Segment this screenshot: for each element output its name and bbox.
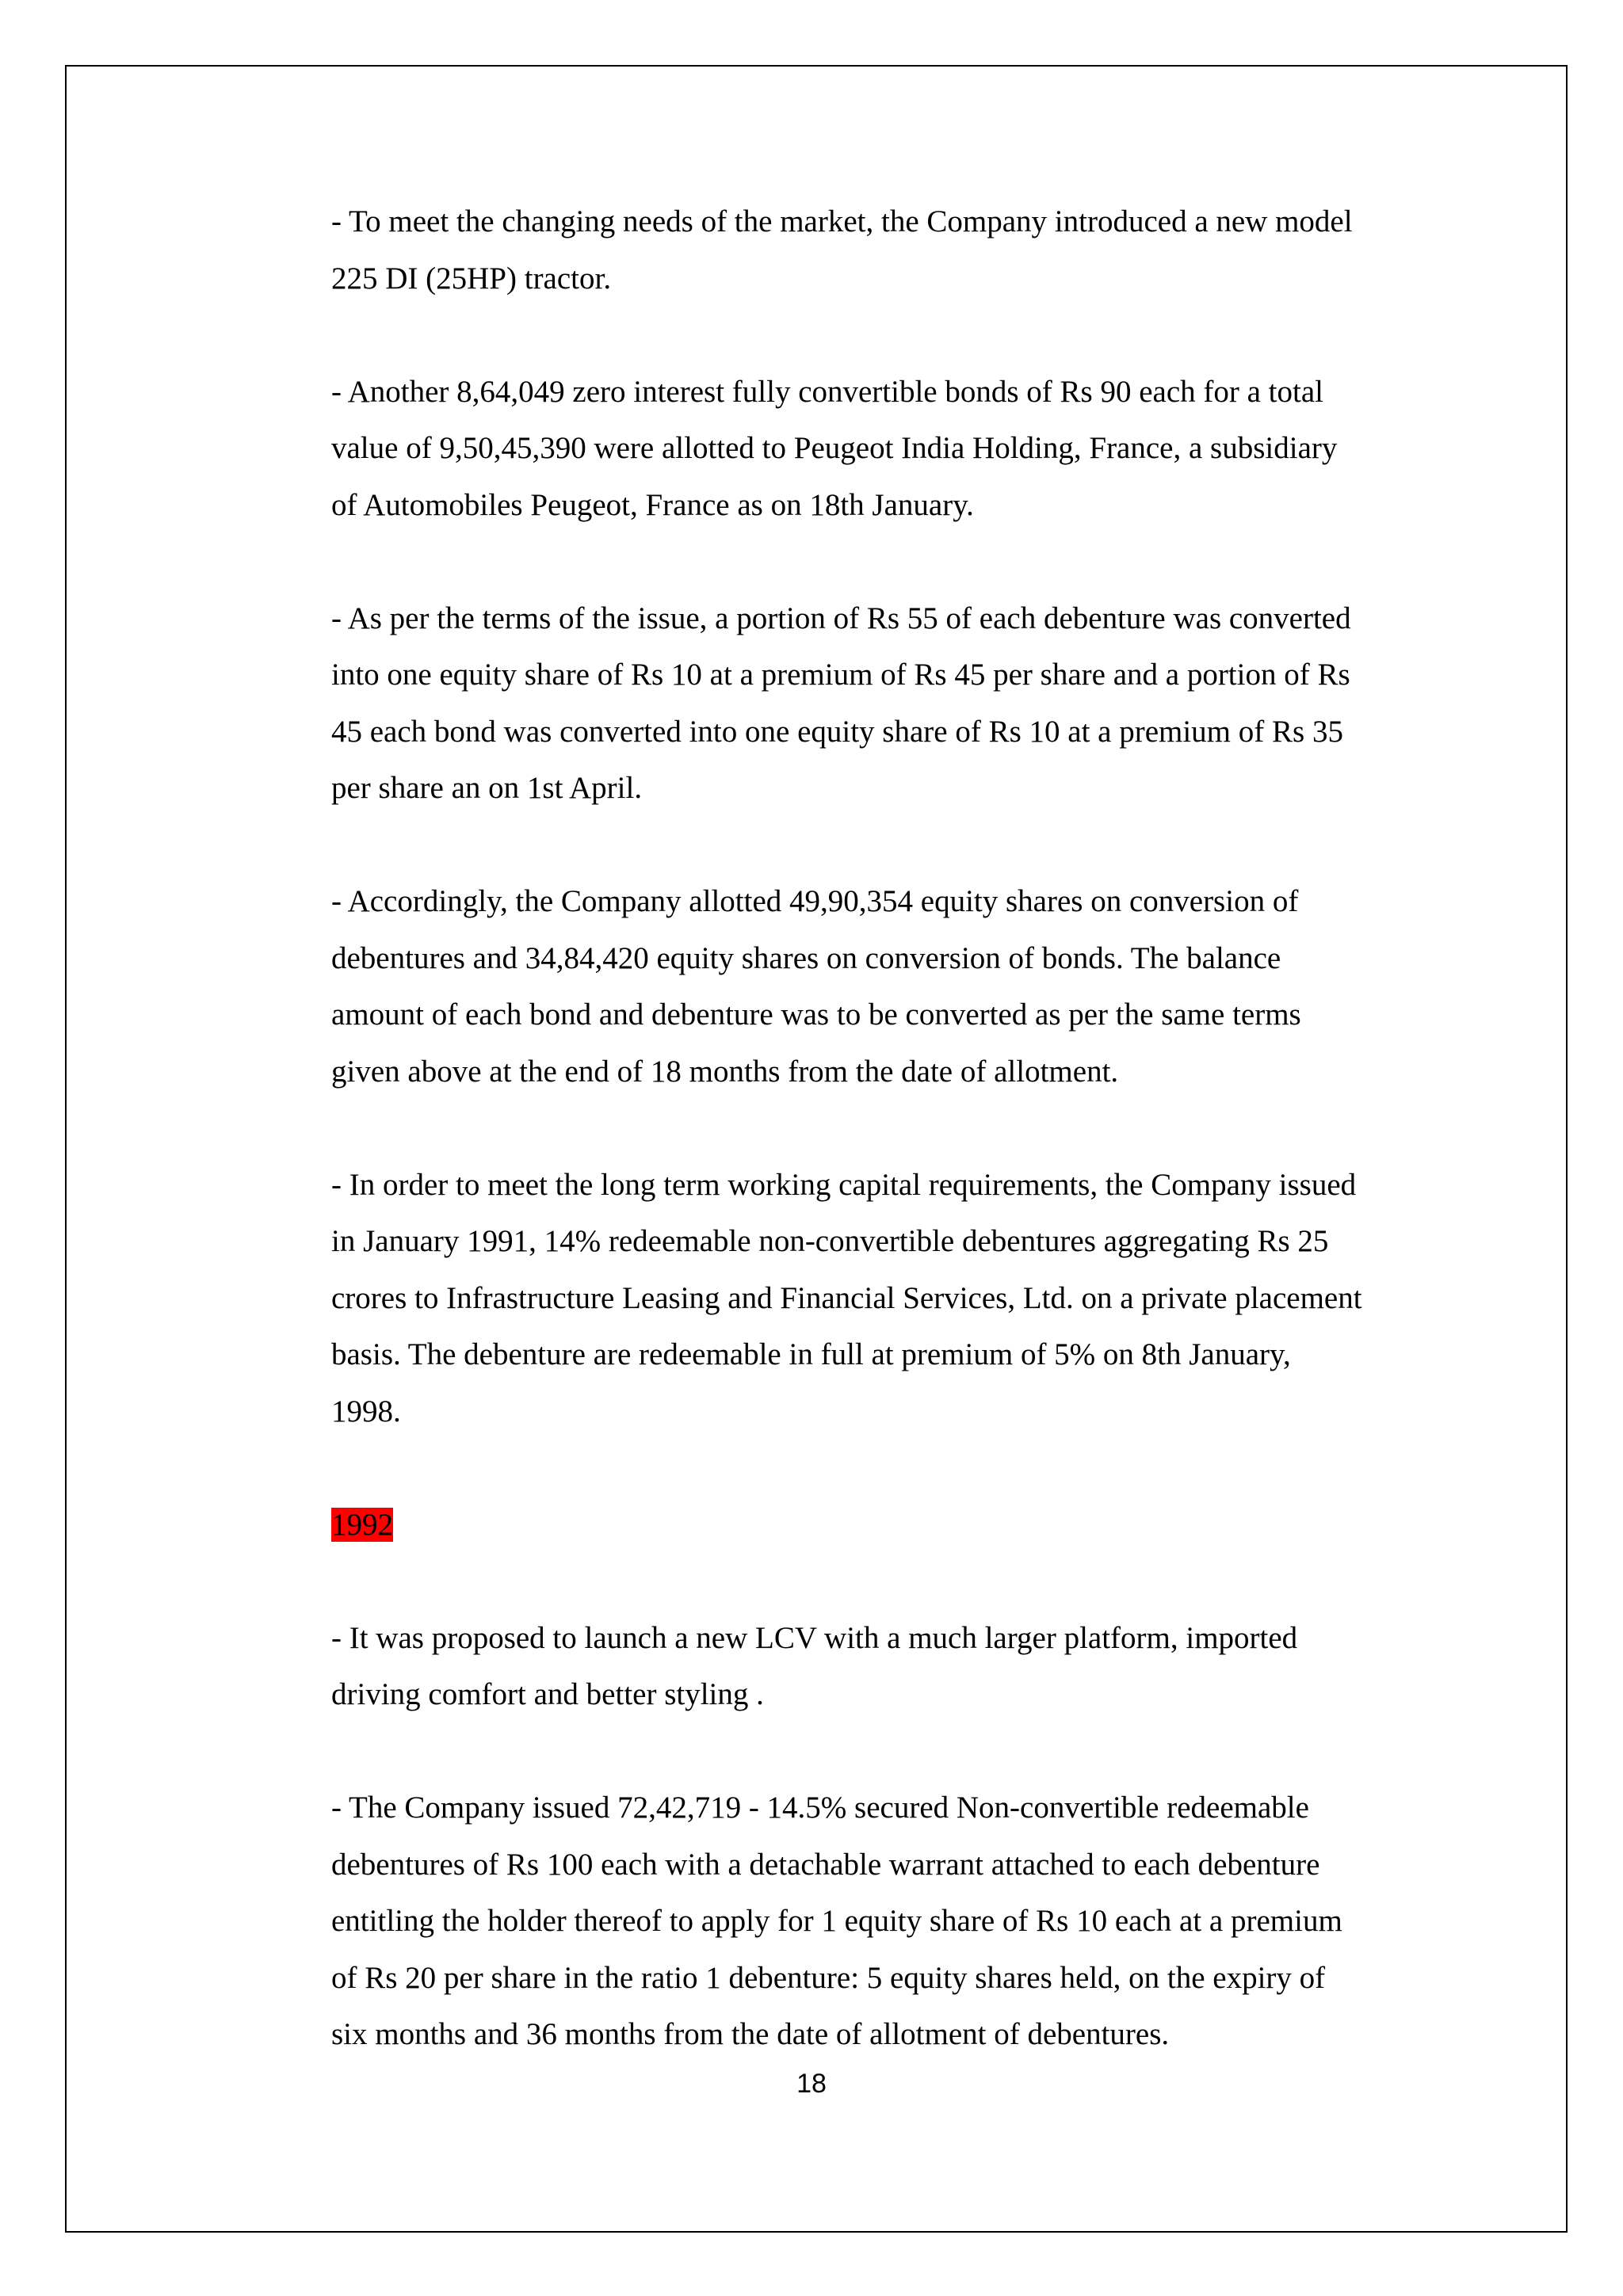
text-line: 1998.	[331, 1394, 401, 1428]
year-heading-text: 1992	[331, 1507, 393, 1542]
text-line: 45 each bond was converted into one equity share of Rs 10 at a premium of Rs 35	[331, 714, 1343, 749]
text-line: entitling the holder thereof to apply for 1 equity share of Rs 10 each at a premium	[331, 1904, 1342, 1938]
text-line: - In order to meet the long term working capital requirements, the Company issued	[331, 1167, 1357, 1202]
text-line: - It was proposed to launch a new LCV with a much larger platform, imported	[331, 1620, 1298, 1655]
section-1991-entries	[331, 193, 1441, 1440]
text-line: of Rs 20 per share in the ratio 1 debenture: 5 equity shares held, on the expiry of	[331, 1960, 1326, 1995]
text-line: crores to Infrastructure Leasing and Financial Services, Ltd. on a private placement	[331, 1280, 1362, 1315]
text-line: value of 9,50,45,390 were allotted to Peugeot India Holding, France, a subsidiary	[331, 431, 1338, 465]
text-line: per share an on 1st April.	[331, 771, 643, 805]
document-body	[331, 193, 1441, 2119]
text-line: into one equity share of Rs 10 at a premium of Rs 45 per share and a portion of Rs	[331, 658, 1350, 692]
page-number: 18	[796, 2069, 827, 2099]
text-line: driving comfort and better styling .	[331, 1677, 764, 1711]
text-line: amount of each bond and debenture was to be converted as per the same terms	[331, 997, 1301, 1032]
paragraph	[331, 364, 1441, 534]
paragraph	[331, 193, 1441, 307]
text-line: of Automobiles Peugeot, France as on 18th January.	[331, 487, 974, 522]
paragraph	[331, 1157, 1441, 1440]
text-line: six months and 36 months from the date of allotment of debentures.	[331, 2017, 1170, 2051]
paragraph	[331, 873, 1441, 1100]
text-line: debentures and 34,84,420 equity shares on conversion of bonds. The balance	[331, 940, 1281, 975]
text-line: - Accordingly, the Company allotted 49,90,354 equity shares on conversion of	[331, 884, 1299, 918]
text-line: 225 DI (25HP) tractor.	[331, 261, 612, 296]
paragraph	[331, 590, 1441, 817]
text-line: debentures of Rs 100 each with a detachable warrant attached to each debenture	[331, 1847, 1320, 1882]
paragraph	[331, 1610, 1441, 1723]
text-line: - The Company issued 72,42,719 - 14.5% secured Non-convertible redeemable	[331, 1791, 1309, 1825]
year-heading	[331, 1497, 1441, 1554]
text-line: given above at the end of 18 months from the date of allotment.	[331, 1054, 1119, 1089]
text-line: basis. The debenture are redeemable in full at premium of 5% on 8th January,	[331, 1337, 1291, 1371]
text-line: - To meet the changing needs of the market, the Company introduced a new model	[331, 204, 1353, 238]
section-1992-entries	[331, 1610, 1441, 2063]
text-line: in January 1991, 14% redeemable non-convertible debentures aggregating Rs 25	[331, 1224, 1329, 1258]
text-line: - Another 8,64,049 zero interest fully convertible bonds of Rs 90 each for a total	[331, 374, 1323, 409]
text-line: - As per the terms of the issue, a portion of Rs 55 of each debenture was converted	[331, 601, 1351, 635]
paragraph	[331, 1779, 1441, 2063]
